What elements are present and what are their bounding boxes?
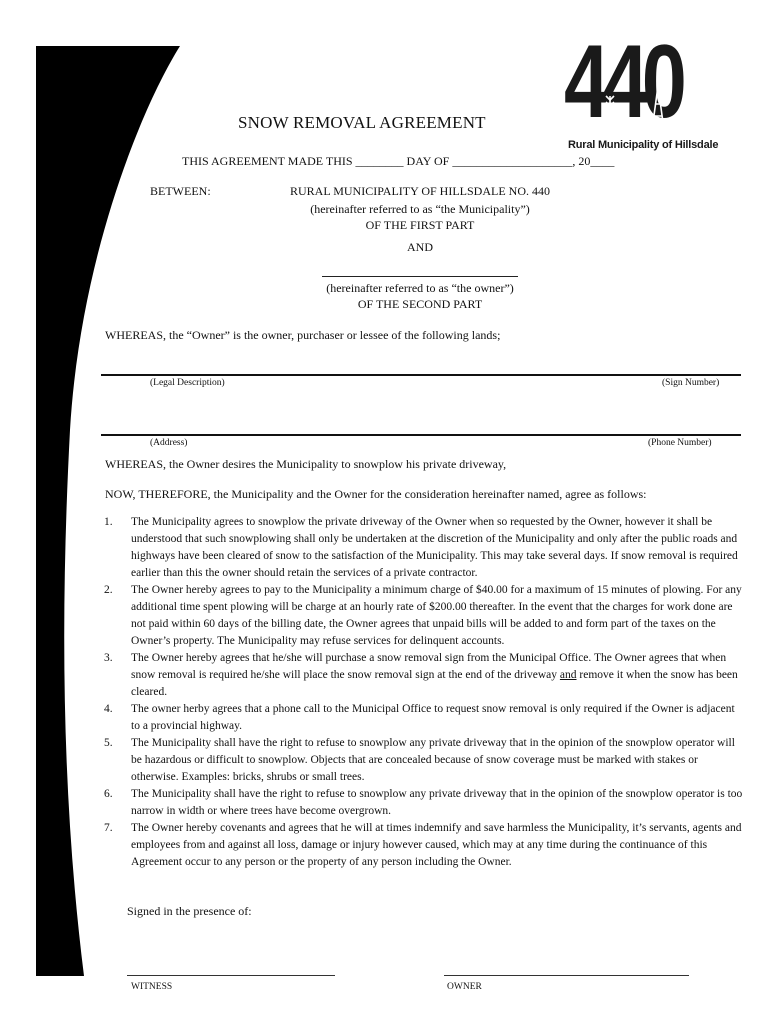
address-label: (Address) bbox=[150, 438, 188, 448]
witness-signature-line[interactable] bbox=[127, 975, 335, 976]
signed-presence-text: Signed in the presence of: bbox=[127, 904, 252, 918]
first-party-name: RURAL MUNICIPALITY OF HILLSDALE NO. 440 bbox=[290, 184, 550, 198]
legal-description-line[interactable] bbox=[101, 374, 741, 376]
clause-item: 5. The Municipality shall have the right to refuse to snowplow any private driveway that in the opinion of the snowplow operator will be hazardous or difficult to snowplow. Objects that are concealed because of snow coverage must be marked with stakes or otherwise. Examples: bricks, shrubs or small trees. bbox=[104, 737, 735, 783]
clause-item: 3. The Owner hereby agrees that he/she will purchase a snow removal sign from the Municipal Office. The Owner agrees that when snow removal is required he/she will place the snow removal sign at the end of the driveway and remove it when the snow has been cleared. bbox=[104, 652, 738, 698]
and-label: AND bbox=[407, 240, 433, 254]
address-line[interactable] bbox=[101, 434, 741, 436]
whereas-driveway-text: WHEREAS, the Owner desires the Municipality to snowplow his private driveway, bbox=[105, 457, 507, 471]
document-title: SNOW REMOVAL AGREEMENT bbox=[238, 113, 486, 132]
legal-description-label: (Legal Description) bbox=[150, 378, 225, 388]
sign-number-label: (Sign Number) bbox=[662, 378, 720, 388]
clause-item: 4. The owner herby agrees that a phone call to the Municipal Office to request snow removal is only required if the Owner is adjacent to a provincial highway. bbox=[104, 703, 735, 732]
logo-number: 440 bbox=[564, 24, 681, 140]
witness-label: WITNESS bbox=[131, 982, 173, 992]
clause-item: 1. The Municipality agrees to snowplow the private driveway of the Owner when so requested by the Owner, however it shall be understood that such snowplowing shall only be undertaken at the discretion of the Municipality and only after the public roads and highways have been cleared of snow to the satisfaction of the Municipality. This may take several days. If snow removal is required earlier than this the owner should retain the services of a private contractor. bbox=[104, 516, 738, 579]
agreement-date-line: THIS AGREEMENT MADE THIS ________ DAY OF ____________________, 20____ bbox=[182, 154, 615, 168]
phone-number-label: (Phone Number) bbox=[648, 438, 712, 448]
second-part-label: OF THE SECOND PART bbox=[357, 297, 483, 311]
owner-name-line[interactable] bbox=[322, 276, 518, 277]
owner-signature-line[interactable] bbox=[444, 975, 689, 976]
whereas-lands-text: WHEREAS, the “Owner” is the owner, purchaser or lessee of the following lands; bbox=[105, 328, 501, 342]
first-party-reference: (hereinafter referred to as “the Municipality”) bbox=[310, 202, 530, 216]
logo-name: Rural Municipality of Hillsdale bbox=[568, 139, 719, 151]
municipality-logo bbox=[562, 24, 732, 156]
first-part-label: OF THE FIRST PART bbox=[365, 218, 475, 232]
wheat-tower-icon bbox=[602, 82, 682, 132]
clause-item: 7. The Owner hereby covenants and agrees that he will at times indemnify and save harmless the Municipality, it’s servants, agents and employees from and against all loss, damage or injury however caused, which may at any time during the continuance of this Agreement occur to any person or the property of any person including the Owner. bbox=[104, 822, 742, 868]
now-therefore-text: NOW, THEREFORE, the Municipality and the Owner for the consideration hereinafter named, agree as follows: bbox=[105, 487, 647, 501]
clauses-list bbox=[104, 514, 744, 871]
second-party-reference: (hereinafter referred to as “the owner”) bbox=[326, 281, 514, 295]
owner-label: OWNER bbox=[447, 982, 482, 992]
between-label: BETWEEN: bbox=[150, 184, 211, 198]
clause-item: 2. The Owner hereby agrees to pay to the Municipality a minimum charge of $40.00 for a maximum of 15 minutes of plowing. For any additional time spent plowing will be charge at an hourly rate of $200.00 thereafter. In the event that the charges for work done are not paid within 60 days of the billing date, the Owner agrees that unpaid bills will be added to and form part of the taxes on the Owner’s property. The Municipality may refuse services for delinquent accounts. bbox=[104, 584, 742, 647]
clause-item: 6. The Municipality shall have the right to refuse to snowplow any private driveway that in the opinion of the snowplow operator is too narrow in width or where trees have become overgrown. bbox=[104, 788, 743, 817]
